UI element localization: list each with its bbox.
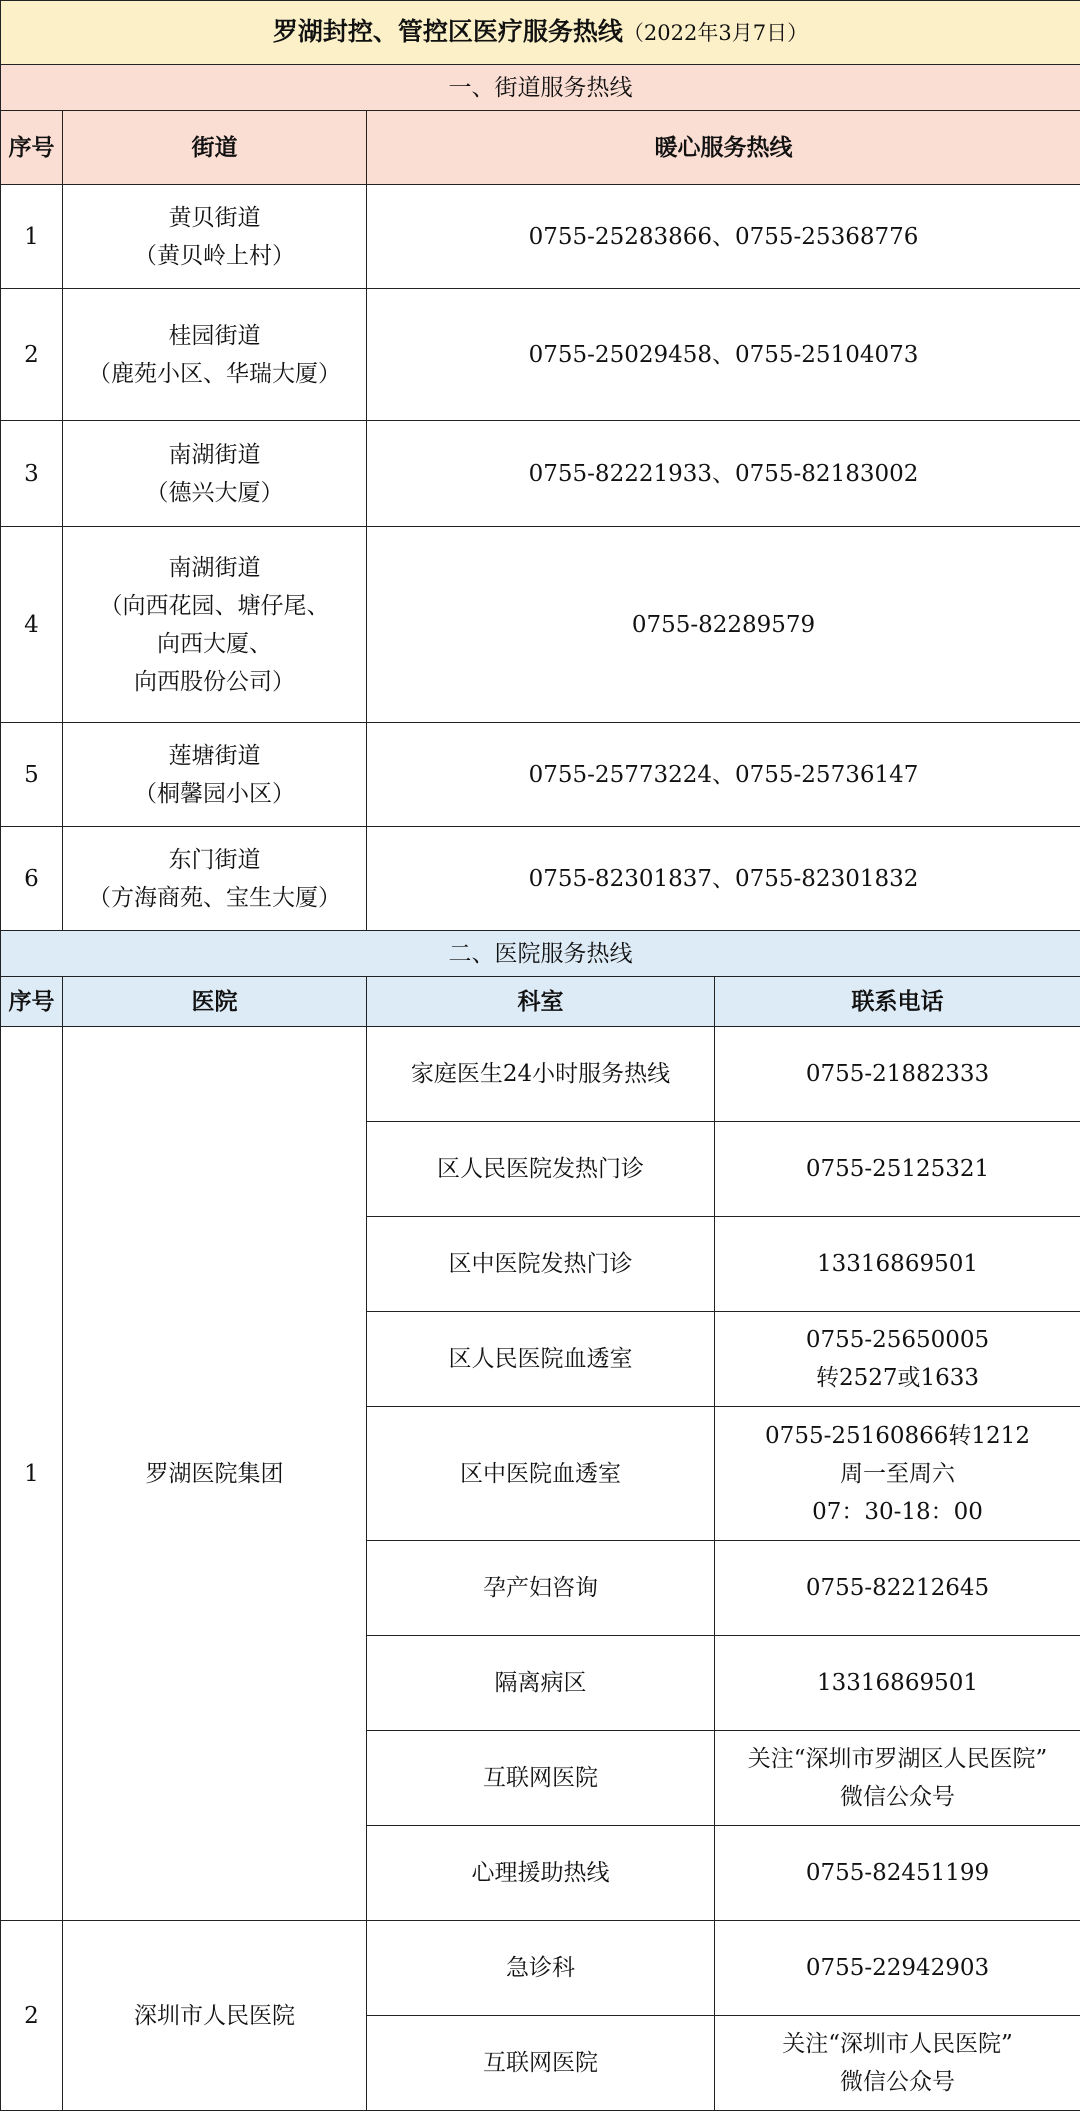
dept-name: 区中医院发热门诊 <box>367 1217 715 1312</box>
street-area: （德兴大厦） <box>145 479 284 506</box>
hospital-number: 2 <box>1 1921 63 2111</box>
header-hospital: 医院 <box>63 977 367 1027</box>
row-number: 5 <box>1 723 63 827</box>
section2-header-row <box>1 977 1080 1027</box>
street-name: 黄贝街道 <box>168 204 261 231</box>
phone-line: 关注“深圳市人民医院” <box>782 2031 1013 2057</box>
dept-row <box>1 1921 1080 2016</box>
street-area: （桐馨园小区） <box>134 780 295 807</box>
section2-title-row <box>1 931 1080 977</box>
phone-line: 0755-25650005 <box>805 1327 990 1353</box>
dept-name: 家庭医生24小时服务热线 <box>367 1027 715 1122</box>
dept-phone <box>715 1217 1080 1312</box>
street-name: 南湖街道 <box>168 554 261 581</box>
section1-title: 一、街道服务热线 <box>1 65 1080 111</box>
section1-header-row <box>1 111 1080 185</box>
dept-phone <box>715 1027 1080 1122</box>
title-row <box>1 1 1080 65</box>
phone-line: 0755-25160866转1212 <box>765 1422 1030 1449</box>
row-number: 2 <box>1 289 63 421</box>
dept-name: 隔离病区 <box>367 1636 715 1731</box>
dept-phone <box>715 1826 1080 1921</box>
dept-name: 心理援助热线 <box>367 1826 715 1921</box>
street-row <box>1 723 1080 827</box>
section1-title-row <box>1 65 1080 111</box>
row-number: 4 <box>1 527 63 723</box>
hotline-phone: 0755-25029458、0755-25104073 <box>367 289 1080 421</box>
street-name: 莲塘街道 <box>168 742 261 769</box>
header-no: 序号 <box>1 977 63 1027</box>
dept-name: 互联网医院 <box>367 1731 715 1826</box>
phone-line: 0755-21882333 <box>805 1061 990 1087</box>
header-no: 序号 <box>1 111 63 185</box>
street-cell <box>63 289 367 421</box>
street-cell <box>63 723 367 827</box>
dept-phone <box>715 1921 1080 2016</box>
street-cell <box>63 185 367 289</box>
section1-body <box>1 185 1080 931</box>
dept-name: 区人民医院血透室 <box>367 1312 715 1407</box>
phone-line: 微信公众号 <box>840 1784 955 1810</box>
street-row <box>1 527 1080 723</box>
phone-line: 13316869501 <box>817 1251 978 1277</box>
street-area: （黄贝岭上村） <box>134 242 295 269</box>
hotline-phone: 0755-82221933、0755-82183002 <box>367 421 1080 527</box>
hotline-phone: 0755-25773224、0755-25736147 <box>367 723 1080 827</box>
hotline-phone: 0755-82301837、0755-82301832 <box>367 827 1080 931</box>
header-hotline: 暖心服务热线 <box>367 111 1080 185</box>
phone-line: 周一至周六 <box>840 1460 955 1487</box>
phone-line: 0755-82451199 <box>805 1860 990 1886</box>
hospital-name: 深圳市人民医院 <box>63 1921 367 2111</box>
street-name: 南湖街道 <box>168 441 261 468</box>
phone-line: 07：30-18：00 <box>812 1498 983 1525</box>
row-number: 3 <box>1 421 63 527</box>
phone-line: 关注“深圳市罗湖区人民医院” <box>747 1746 1048 1772</box>
dept-phone <box>715 1407 1080 1541</box>
street-name: 桂园街道 <box>168 322 261 349</box>
street-row <box>1 827 1080 931</box>
street-area: （方海商苑、宝生大厦） <box>88 884 341 911</box>
row-number: 1 <box>1 185 63 289</box>
hospital-name: 罗湖医院集团 <box>63 1027 367 1921</box>
phone-line: 微信公众号 <box>840 2069 955 2095</box>
header-street: 街道 <box>63 111 367 185</box>
title-text: 罗湖封控、管控区医疗服务热线 <box>272 17 623 46</box>
phone-line: 0755-82212645 <box>805 1575 990 1601</box>
title-date: （2022年3月7日） <box>622 21 809 45</box>
street-area: 向西大厦、 <box>157 630 272 657</box>
page-title <box>1 1 1080 65</box>
street-cell <box>63 527 367 723</box>
hospital-number: 1 <box>1 1027 63 1921</box>
street-row <box>1 421 1080 527</box>
header-phone: 联系电话 <box>715 977 1080 1027</box>
street-name: 东门街道 <box>168 846 261 873</box>
section2-title: 二、医院服务热线 <box>1 931 1080 977</box>
header-dept: 科室 <box>367 977 715 1027</box>
row-number: 6 <box>1 827 63 931</box>
street-row <box>1 185 1080 289</box>
hotline-phone: 0755-82289579 <box>367 527 1080 723</box>
dept-name: 区人民医院发热门诊 <box>367 1122 715 1217</box>
dept-row <box>1 1027 1080 1122</box>
phone-line: 0755-25125321 <box>805 1156 990 1182</box>
street-cell <box>63 827 367 931</box>
phone-line: 13316869501 <box>817 1670 978 1696</box>
phone-line: 转2527或1633 <box>815 1365 980 1391</box>
street-cell <box>63 421 367 527</box>
dept-phone <box>715 1541 1080 1636</box>
dept-phone <box>715 1122 1080 1217</box>
hotline-phone: 0755-25283866、0755-25368776 <box>367 185 1080 289</box>
street-area: （鹿苑小区、华瑞大厦） <box>88 360 341 387</box>
dept-name: 孕产妇咨询 <box>367 1541 715 1636</box>
dept-phone <box>715 2016 1080 2111</box>
phone-line: 0755-22942903 <box>805 1955 990 1981</box>
dept-name: 区中医院血透室 <box>367 1407 715 1541</box>
dept-phone <box>715 1636 1080 1731</box>
dept-name: 互联网医院 <box>367 2016 715 2111</box>
street-area: 向西股份公司） <box>134 668 295 695</box>
dept-name: 急诊科 <box>367 1921 715 2016</box>
street-area: （向西花园、塘仔尾、 <box>99 592 330 619</box>
dept-phone <box>715 1312 1080 1407</box>
dept-phone <box>715 1731 1080 1826</box>
street-row <box>1 289 1080 421</box>
section2-body <box>1 1027 1080 2111</box>
